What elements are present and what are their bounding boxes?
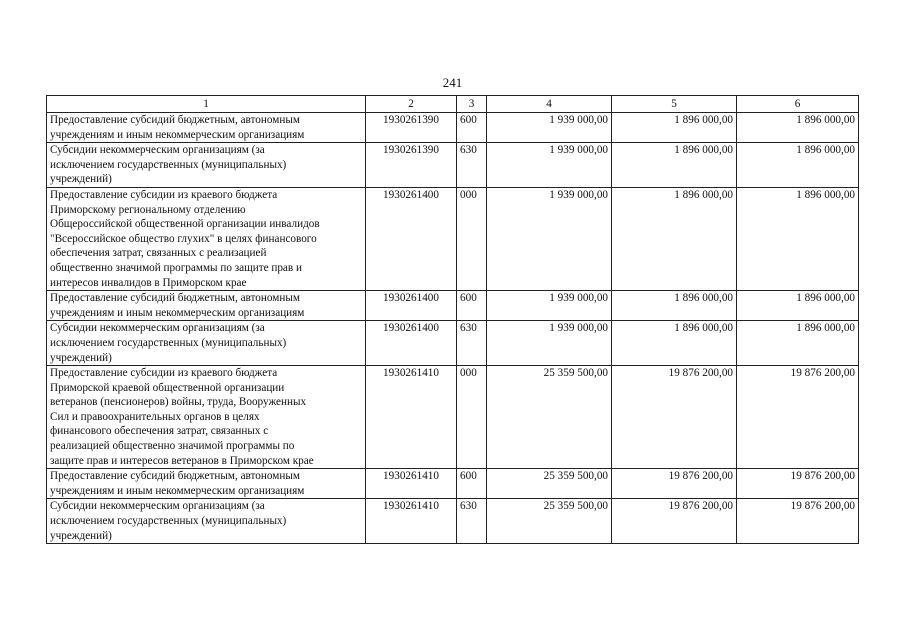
col-header-3: 3 bbox=[457, 96, 487, 113]
table-row bbox=[47, 366, 859, 469]
row-description: Субсидии некоммерческим организациям (за исключением государственных (муниципальных) учреждений) bbox=[47, 143, 366, 188]
table-row bbox=[47, 113, 859, 143]
row-target-code: 1930261400 bbox=[366, 187, 457, 290]
row-description: Предоставление субсидий бюджетным, автономным учреждениям и иным некоммерческим организациям bbox=[47, 291, 366, 321]
row-target-code: 1930261400 bbox=[366, 291, 457, 321]
row-amount-2: 1 896 000,00 bbox=[612, 113, 737, 143]
row-description: Предоставление субсидий бюджетным, автономным учреждениям и иным некоммерческим организациям bbox=[47, 113, 366, 143]
row-amount-1: 1 939 000,00 bbox=[487, 143, 612, 188]
row-amount-3: 1 896 000,00 bbox=[737, 291, 859, 321]
row-amount-2: 1 896 000,00 bbox=[612, 291, 737, 321]
row-expense-type: 600 bbox=[457, 113, 487, 143]
row-description: Предоставление субсидии из краевого бюджета Приморской краевой общественной организации ветеранов (пенсионеров) войны, труда, Вооруженных Сил и правоохранительных органов в целях финансового обеспечения затрат, связанных с реализацией общественно значимой программы по защите прав и интересов ветеранов в Приморском крае bbox=[47, 366, 366, 469]
row-amount-3: 19 876 200,00 bbox=[737, 469, 859, 499]
row-expense-type: 630 bbox=[457, 321, 487, 366]
row-amount-1: 25 359 500,00 bbox=[487, 499, 612, 544]
row-amount-1: 1 939 000,00 bbox=[487, 321, 612, 366]
table-row bbox=[47, 187, 859, 290]
table-row bbox=[47, 321, 859, 366]
page-number: 241 bbox=[442, 75, 463, 90]
row-amount-1: 25 359 500,00 bbox=[487, 366, 612, 469]
row-expense-type: 000 bbox=[457, 366, 487, 469]
col-header-2: 2 bbox=[366, 96, 457, 113]
row-target-code: 1930261410 bbox=[366, 499, 457, 544]
table-row bbox=[47, 499, 859, 544]
row-amount-2: 1 896 000,00 bbox=[612, 321, 737, 366]
row-amount-3: 1 896 000,00 bbox=[737, 321, 859, 366]
row-amount-2: 1 896 000,00 bbox=[612, 187, 737, 290]
col-header-1: 1 bbox=[47, 96, 366, 113]
row-expense-type: 600 bbox=[457, 469, 487, 499]
col-header-6: 6 bbox=[737, 96, 859, 113]
budget-table bbox=[46, 95, 859, 544]
row-amount-3: 19 876 200,00 bbox=[737, 366, 859, 469]
row-amount-1: 1 939 000,00 bbox=[487, 291, 612, 321]
row-target-code: 1930261400 bbox=[366, 321, 457, 366]
row-amount-1: 1 939 000,00 bbox=[487, 113, 612, 143]
header-row bbox=[47, 96, 859, 113]
row-description: Предоставление субсидии из краевого бюджета Приморскому региональному отделению Общероссийской общественной организации инвалидов "Всероссийское общество глухих" в целях финансового обеспечения затрат, связанных с реализацией общественно значимой программы по защите прав и интересов инвалидов в Приморском крае bbox=[47, 187, 366, 290]
table-row bbox=[47, 469, 859, 499]
row-target-code: 1930261390 bbox=[366, 143, 457, 188]
row-amount-3: 19 876 200,00 bbox=[737, 499, 859, 544]
row-amount-2: 1 896 000,00 bbox=[612, 143, 737, 188]
table-row bbox=[47, 291, 859, 321]
row-expense-type: 000 bbox=[457, 187, 487, 290]
row-target-code: 1930261410 bbox=[366, 469, 457, 499]
row-target-code: 1930261410 bbox=[366, 366, 457, 469]
row-description: Предоставление субсидий бюджетным, автономным учреждениям и иным некоммерческим организациям bbox=[47, 469, 366, 499]
row-expense-type: 600 bbox=[457, 291, 487, 321]
row-amount-1: 1 939 000,00 bbox=[487, 187, 612, 290]
row-description: Субсидии некоммерческим организациям (за исключением государственных (муниципальных) учреждений) bbox=[47, 499, 366, 544]
row-amount-3: 1 896 000,00 bbox=[737, 187, 859, 290]
row-amount-2: 19 876 200,00 bbox=[612, 469, 737, 499]
row-amount-2: 19 876 200,00 bbox=[612, 499, 737, 544]
row-description: Субсидии некоммерческим организациям (за исключением государственных (муниципальных) учреждений) bbox=[47, 321, 366, 366]
col-header-4: 4 bbox=[487, 96, 612, 113]
row-expense-type: 630 bbox=[457, 143, 487, 188]
table-row bbox=[47, 143, 859, 188]
row-target-code: 1930261390 bbox=[366, 113, 457, 143]
row-amount-3: 1 896 000,00 bbox=[737, 143, 859, 188]
row-amount-1: 25 359 500,00 bbox=[487, 469, 612, 499]
col-header-5: 5 bbox=[612, 96, 737, 113]
row-expense-type: 630 bbox=[457, 499, 487, 544]
row-amount-2: 19 876 200,00 bbox=[612, 366, 737, 469]
row-amount-3: 1 896 000,00 bbox=[737, 113, 859, 143]
